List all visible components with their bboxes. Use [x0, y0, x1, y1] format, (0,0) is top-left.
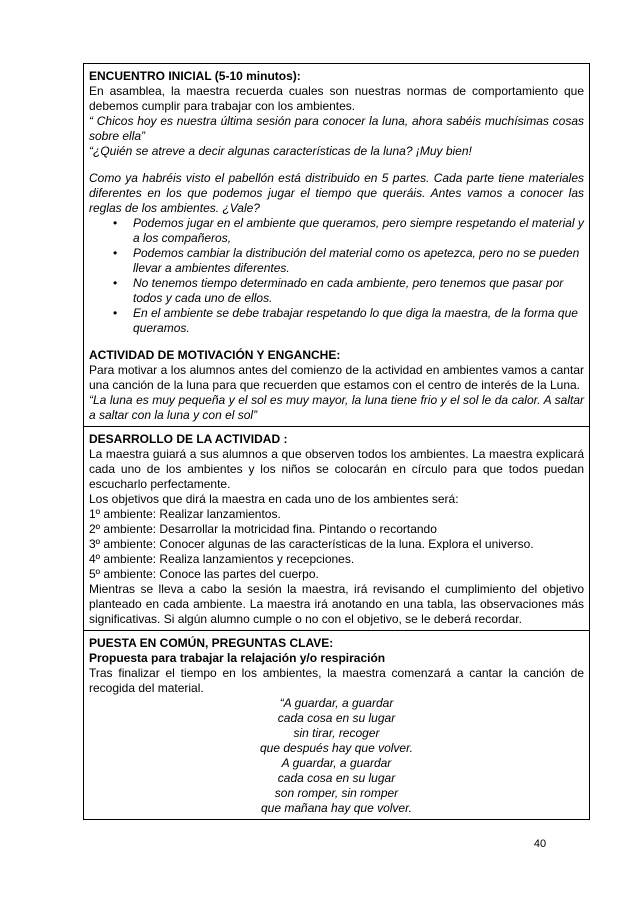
song-line: “A guardar, a guardar [279, 696, 394, 710]
section-subheading: Propuesta para trabajar la relajación y/o respiración [89, 651, 386, 665]
paragraph: La maestra guiará a sus alumnos a que observen todos los ambientes. La maestra explicará cada uno de los ambientes y los niños se colocarán en círculo para que todos puedan escucharlo perfectamente. [89, 447, 584, 491]
paragraph: Los objetivos que dirá la maestra en cada uno de los ambientes será: [89, 492, 459, 506]
section-heading: PUESTA EN COMÚN, PREGUNTAS CLAVE: [89, 636, 334, 650]
spacer [89, 159, 584, 171]
paragraph: Para motivar a los alumnos antes del comienzo de la actividad en ambientes vamos a cantar una canción de la luna para que recuerden que estamos con el centro de interés de la Luna. [89, 363, 584, 392]
section-heading: ENCUENTRO INICIAL (5-10 minutos): [89, 69, 301, 83]
section-encuentro-inicial [84, 64, 589, 426]
list-item: • Podemos cambiar la distribución del material como os apetezca, pero no se pueden llevar a ambientes diferentes. [133, 246, 584, 276]
paragraph: Mientras se lleva a cabo la sesión la maestra, irá revisando el cumplimiento del objetivo planteado en cada ambiente. La maestra irá anotando en una tabla, las observaciones más significativas. Si algún alumno cumple o no con el objetivo, se le deberá recordar. [89, 582, 584, 626]
ambiente-line: 1º ambiente: Realizar lanzamientos. [89, 507, 281, 521]
section-puesta-en-comun [84, 630, 589, 819]
section-heading: DESARROLLO DE LA ACTIVIDAD : [89, 432, 288, 446]
paragraph: En asamblea, la maestra recuerda cuales son nuestras normas de comportamiento que debemos cumplir para trabajar con los ambientes. [89, 84, 584, 113]
song-line: sin tirar, recoger [293, 726, 380, 740]
ambiente-line: 4º ambiente: Realiza lanzamientos y recepciones. [89, 552, 355, 566]
song-line: cada cosa en su lugar [277, 711, 396, 725]
song-verse [89, 696, 584, 816]
quote: “La luna es muy pequeña y el sol es muy mayor, la luna tiene frio y el sol le da calor. A saltar a saltar con la luna y con el sol” [89, 393, 584, 422]
rules-list [89, 216, 584, 336]
song-line: son romper, sin romper [274, 786, 399, 800]
spacer [89, 336, 584, 348]
quote: “¿Quién se atreve a decir algunas características de la luna? ¡Muy bien! [89, 144, 472, 158]
ambiente-line: 2º ambiente: Desarrollar la motricidad fina. Pintando o recortando [89, 522, 437, 536]
paragraph: Tras finalizar el tiempo en los ambientes, la maestra comenzará a cantar la canción de recogida del material. [89, 666, 584, 695]
list-item: • No tenemos tiempo determinado en cada ambiente, pero tenemos que pasar por todos y cada uno de ellos. [133, 276, 584, 306]
ambiente-line: 5º ambiente: Conoce las partes del cuerpo. [89, 567, 319, 581]
section-heading: ACTIVIDAD DE MOTIVACIÓN Y ENGANCHE: [89, 348, 341, 362]
ambiente-line: 3º ambiente: Conocer algunas de las características de la luna. Explora el universo. [89, 537, 534, 551]
list-item: • Podemos jugar en el ambiente que queramos, pero siempre respetando el material y a los compañeros, [133, 216, 584, 246]
quote: “ Chicos hoy es nuestra última sesión para conocer la luna, ahora sabéis muchísimas cosas sobre ella” [89, 114, 584, 143]
song-line: que después hay que volver. [260, 741, 413, 755]
lesson-table [83, 63, 590, 820]
song-line: cada cosa en su lugar [277, 771, 396, 785]
section-desarrollo [84, 426, 589, 630]
list-item: • En el ambiente se debe trabajar respetando lo que diga la maestra, de la forma que queramos. [133, 306, 584, 336]
page-number: 40 [533, 838, 547, 850]
song-line: A guardar, a guardar [281, 756, 392, 770]
paragraph: Como ya habréis visto el pabellón está distribuido en 5 partes. Cada parte tiene materiales diferentes en los que podemos jugar el tiempo que queráis. Antes vamos a conocer las reglas de los ambientes. ¿Vale? [89, 171, 584, 215]
song-line: que mañana hay que volver. [261, 801, 412, 815]
